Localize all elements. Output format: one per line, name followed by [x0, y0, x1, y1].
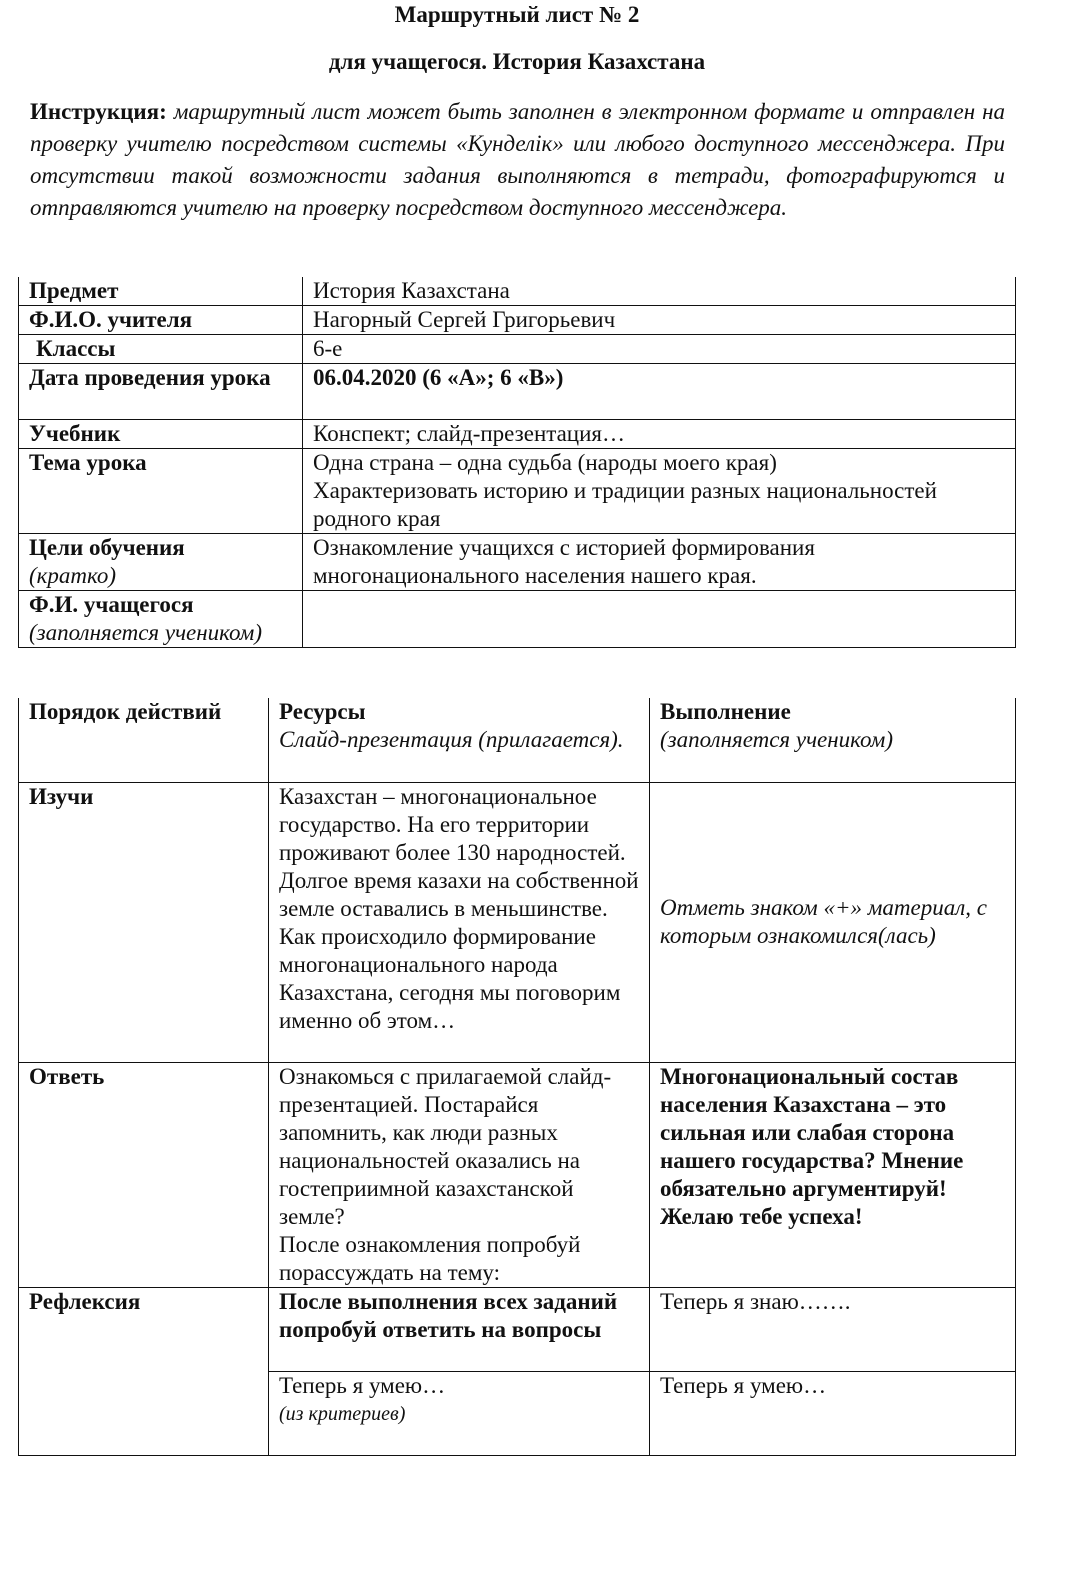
- plan-row-answer: [19, 1062, 1016, 1287]
- reflection-execution-know[interactable]: Теперь я знаю…….: [650, 1287, 1016, 1371]
- answer-resource: Ознакомься с прилагаемой слайд-презентацией. Постарайся запомнить, как люди разных национальностей оказались на гостеприимной казахстанской земле? После ознакомления попробуй порассуждать на тему:: [269, 1062, 650, 1287]
- plan-row-study: [19, 782, 1016, 1062]
- study-execution[interactable]: Отметь знаком «+» материал, с которым ознакомился(лась): [650, 782, 1016, 1062]
- col-order-header: Порядок действий: [19, 698, 269, 782]
- document-subtitle: для учащегося. История Казахстана: [328, 49, 706, 74]
- info-row-subject: [19, 277, 1016, 306]
- goals-label-cell: [19, 534, 303, 591]
- student-name-field[interactable]: [303, 591, 1016, 648]
- reflection-label: Рефлексия: [19, 1287, 269, 1455]
- subject-label: Предмет: [19, 277, 303, 306]
- study-resource: Казахстан – многонациональное государство. На его территории проживают более 130 народностей. Долгое время казахи на собственной земле оставались в меньшинстве. Как происходило формирование многонационального народа Казахстана, сегодня мы поговорим именно об этом…: [269, 782, 650, 1062]
- answer-label: Ответь: [19, 1062, 269, 1287]
- teacher-value: Нагорный Сергей Григорьевич: [303, 306, 1016, 335]
- classes-label: Классы: [19, 335, 303, 364]
- col-resources-note: Слайд-презентация (прилагается).: [279, 727, 624, 752]
- reflection-resource-2-note: (из критериев): [279, 1402, 406, 1425]
- info-row-topic: [19, 449, 1016, 534]
- reflection-resource-2-cell: [269, 1371, 650, 1455]
- info-row-student: [19, 591, 1016, 648]
- plan-header-row: [19, 698, 1016, 782]
- student-label: Ф.И. учащегося: [29, 592, 194, 617]
- col-execution-note: (заполняется учеником): [660, 727, 893, 752]
- reflection-resource-2: Теперь я умею…: [279, 1372, 446, 1398]
- reflection-execution-can[interactable]: Теперь я умею…: [650, 1371, 1016, 1455]
- col-execution-header-cell: [650, 698, 1016, 782]
- col-execution-header: Выполнение: [660, 699, 791, 724]
- lesson-info-table: [18, 277, 1016, 648]
- student-label-cell: [19, 591, 303, 648]
- info-row-textbook: [19, 420, 1016, 449]
- answer-execution[interactable]: Многонациональный состав населения Казахстана – это сильная или слабая сторона нашего государства? Мнение обязательно аргументируй! Желаю тебе успеха!: [650, 1062, 1016, 1287]
- reflection-resource: После выполнения всех заданий попробуй ответить на вопросы: [269, 1287, 650, 1371]
- textbook-value: Конспект; слайд-презентация…: [303, 420, 1016, 449]
- instruction-label: Инструкция:: [30, 99, 167, 124]
- topic-value: Одна страна – одна судьба (народы моего края) Характеризовать историю и традиции разных национальностей родного края: [303, 449, 1016, 534]
- textbook-label: Учебник: [19, 420, 303, 449]
- plan-row-reflection: [19, 1287, 1016, 1371]
- date-label: Дата проведения урока: [19, 364, 303, 420]
- goals-note: (кратко): [29, 563, 117, 588]
- student-note: (заполняется учеником): [29, 620, 262, 645]
- classes-value: 6-е: [303, 335, 1016, 364]
- info-row-teacher: [19, 306, 1016, 335]
- date-value: 06.04.2020 (6 «А»; 6 «В»): [303, 364, 1016, 420]
- col-resources-header: Ресурсы: [279, 699, 366, 724]
- topic-label: Тема урока: [19, 449, 303, 534]
- study-label: Изучи: [19, 782, 269, 1062]
- info-row-classes: [19, 335, 1016, 364]
- info-row-date: [19, 364, 1016, 420]
- goals-label: Цели обучения: [29, 535, 185, 560]
- teacher-label: Ф.И.О. учителя: [19, 306, 303, 335]
- instruction-paragraph: [30, 96, 1005, 224]
- info-row-goals: [19, 534, 1016, 591]
- goals-value: Ознакомление учащихся с историей формирования многонационального населения нашего края.: [303, 534, 1016, 591]
- col-resources-header-cell: [269, 698, 650, 782]
- subject-value: История Казахстана: [303, 277, 1016, 306]
- action-plan-table: [18, 698, 1016, 1456]
- document-title: Маршрутный лист № 2: [394, 2, 640, 27]
- instruction-text: маршрутный лист может быть заполнен в электронном формате и отправлен на проверку учителю посредством системы «Кунделік» или любого доступного мессенджера. При отсутствии такой возможности задания выполняются в тетради, фотографируются и отправляются учителю на проверку посредством доступного мессенджера.: [30, 99, 1005, 220]
